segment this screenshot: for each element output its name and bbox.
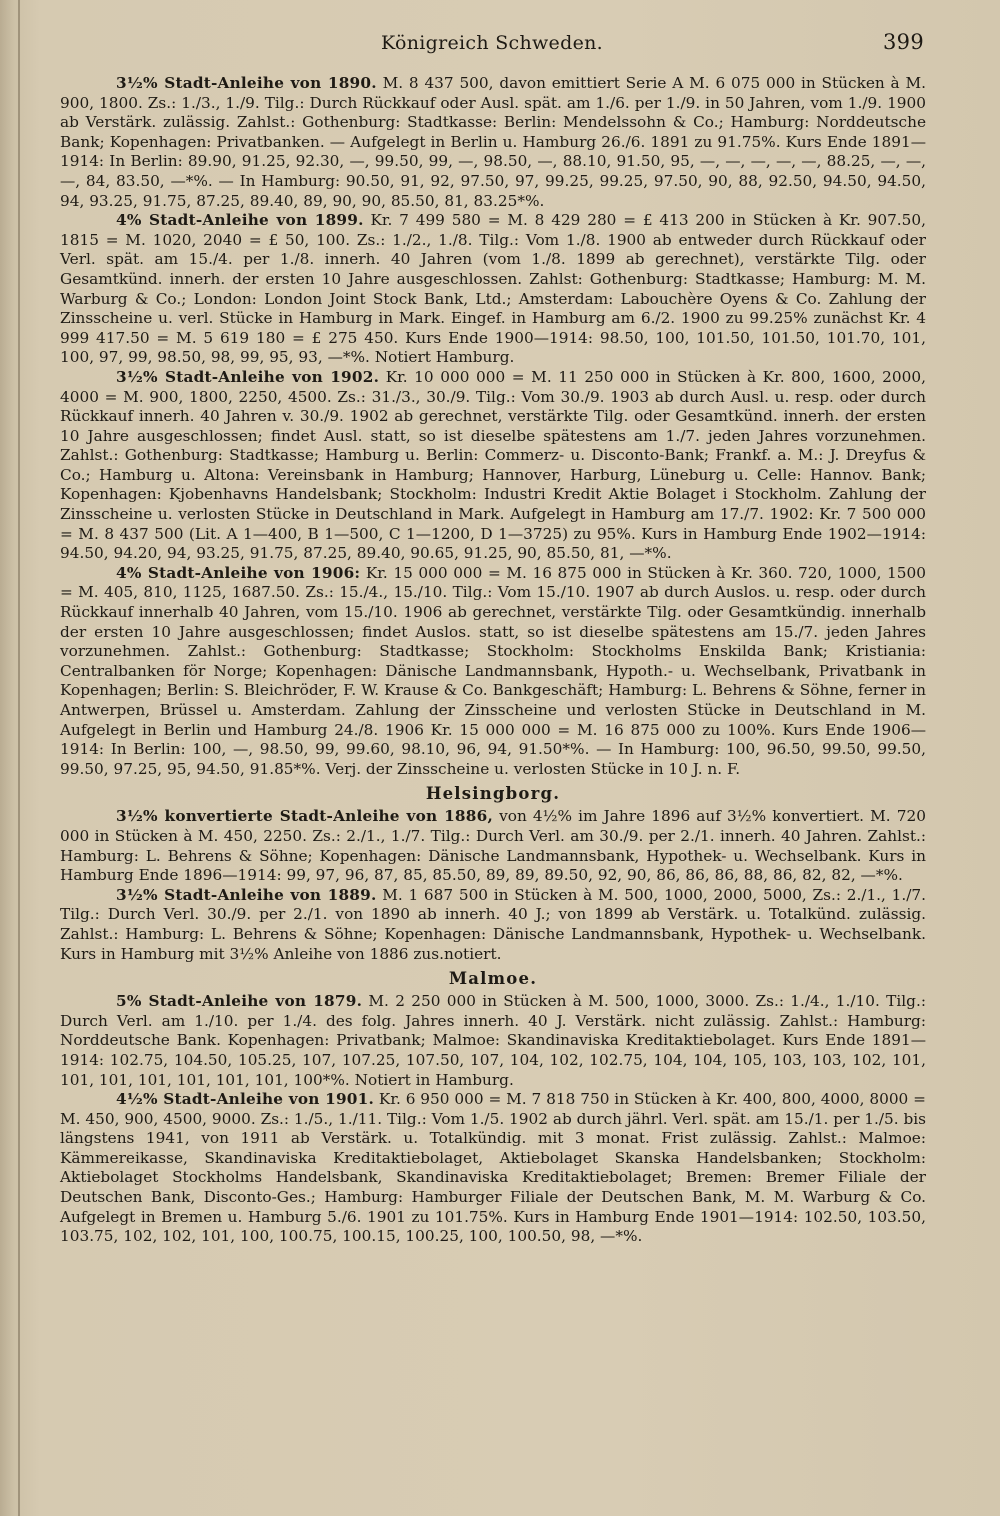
entry-text: Kr. 15 000 000 = M. 16 875 000 in Stücken à Kr. 360. 720, 1000, 1500 = M. 405, 810, 1125, 1687.50. Zs.: 15./4., 15./10. Tilg.: Vom 15./10. 1907 ab durch Auslos. u. resp. oder durch Rückkauf innerhalb 40 Jahren, vom 15./10. 1906 ab gerechnet, verstärkte Tilg. oder Gesamtkündig. innerhalb der ersten 10 Jahre ausgeschlossen; findet Auslos. statt, so ist dieselbe spätestens am 15./7. jeden Jahres vorzunehmen. Zahlst.: Gothenburg: Stadtkasse; Stockholm: Stockholms Enskilda Bank; Kristiania: Centralbanken för Norge; Kopenhagen: Dänische Landmannsbank, Hypoth.- u. Wechselbank, Privatbank in Kopenhagen; Berlin: S. Bleichröder, F. W. Krause & Co. Bankgeschäft; Hamburg: L. Behrens & Söhne, ferner in Antwerpen, Brüssel u. Amsterdam. Zahlung der Zinsscheine und verlosten Stücke in Deutschland in M. Aufgelegt in Berlin und Hamburg 24./8. 1906 Kr. 15 000 000 = M. 16 875 000 zu 100%. Kurs Ende 1906—1914: In Berlin: 100, —, 98.50, 99, 99.60, 98.10, 96, 94, 91.50*%. — In Hamburg: 100, 96.50, 99.50, 99.50, 99.50, 97.25, 95, 94.50, 91.85*%. Verj. der Zinsscheine u. verlosten Stücke in 10 J. n. F. bbox=[60, 563, 926, 778]
entry-heading: 4% Stadt-Anleihe von 1906: bbox=[116, 563, 361, 582]
page-header bbox=[60, 32, 924, 58]
bond-entry bbox=[60, 886, 926, 964]
entry-heading: 3½% Stadt-Anleihe von 1889. bbox=[116, 885, 377, 904]
bond-entry bbox=[60, 564, 926, 780]
entry-text: M. 8 437 500, davon emittiert Serie A M. 6 075 000 in Stücken à M. 900, 1800. Zs.: 1./3., 1./9. Tilg.: Durch Rückkauf oder Ausl. spät. am 1./6. per 1./9. in 50 Jahren, vom 1./9. 1900 ab Verstärk. zulässig. Zahlst.: Gothenburg: Stadtkasse: Berlin: Mendelssohn & Co.; Hamburg: Norddeutsche Bank; Kopenhagen: Privatbanken. — Aufgelegt in Berlin u. Hamburg 26./6. 1891 zu 91.75%. Kurs Ende 1891—1914: In Berlin: 89.90, 91.25, 92.30, —, 99.50, 99, —, 98.50, —, 88.10, 91.50, 95, —, —, —, —, —, 88.25, —, —, —, 84, 83.50, —*%. — In Hamburg: 90.50, 91, 92, 97.50, 97, 99.25, 99.25, 97.50, 90, 88, 92.50, 94.50, 94.50, 94, 93.25, 91.75, 87.25, 89.40, 89, 90, 90, 85.50, 81, 83.25*%. bbox=[60, 74, 926, 210]
bond-entry bbox=[60, 74, 926, 211]
entry-heading: 3½% konvertierte Stadt-Anleihe von 1886, bbox=[116, 807, 493, 826]
entry-text: von 4½% im Jahre 1896 auf 3½% konvertiert. M. 720 000 in Stücken à M. 450, 2250. Zs.: 2./1., 1./7. Tilg.: Durch Verl. am 30./9. per 2./1. innerh. 40 Jahren. Zahlst.: Hamburg: L. Behrens & Söhne; Kopenhagen: Dänische Landmannsbank, Hypothek- u. Wechselbank. Kurs in Hamburg Ende 1896—1914: 99, 97, 96, 87, 85, 85.50, 89, 89, 89.50, 92, 90, 86, 86, 86, 88, 86, 82, 82, —*%. bbox=[60, 807, 926, 885]
entry-text: Kr. 6 950 000 = M. 7 818 750 in Stücken à Kr. 400, 800, 4000, 8000 = M. 450, 900, 4500, 9000. Zs.: 1./5., 1./11. Tilg.: Vom 1./5. 1902 ab durch jährl. Verl. spät. am 15./1. per 1./5. bis längstens 1941, von 1911 ab Verstärk. u. Totalkündig. mit 3 monat. Frist zulässig. Zahlst.: Malmoe: Kämmereikasse, Skandinaviska Kreditaktiebolaget, Aktiebolaget Skanska Handelsbanken; Stockholm: Aktiebolaget Stockholms Handelsbank, Skandinaviska Kreditaktiebolaget; Bremen: Bremer Filiale der Deutschen Bank, Disconto-Ges.; Hamburg: Hamburger Filiale der Deutschen Bank, M. M. Warburg & Co. Aufgelegt in Bremen u. Hamburg 5./6. 1901 zu 101.75%. Kurs in Hamburg Ende 1901—1914: 102.50, 103.50, 103.75, 102, 102, 101, 100, 100.75, 100.15, 100.25, 100, 100.50, 98, —*%. bbox=[60, 1090, 926, 1246]
bond-entry bbox=[60, 807, 926, 885]
entry-heading: 3½% Stadt-Anleihe von 1890. bbox=[116, 74, 377, 92]
section-heading-malmoe: Malmoe. bbox=[448, 969, 538, 989]
entry-heading: 5% Stadt-Anleihe von 1879. bbox=[116, 992, 363, 1011]
bond-entry bbox=[60, 368, 926, 564]
entry-text: Kr. 7 499 580 = M. 8 429 280 = £ 413 200 in Stücken à Kr. 907.50, 1815 = M. 1020, 2040 = £ 50, 100. Zs.: 1./2., 1./8. Tilg.: Vom 1./8. 1900 ab entweder durch Rückkauf oder Verl. spät. am 15./4. per 1./8. innerh. 40 Jahren (vom 1./8. 1899 ab gerechnet), verstärkte Tilg. oder Gesamtkünd. innerh. der ersten 10 Jahre ausgeschlossen. Zahlst: Gothenburg: Stadtkasse; Hamburg: M. M. Warburg & Co.; London: London Joint Stock Bank, Ltd.; Amsterdam: Labouchère Oyens & Co. Zahlung der Zinsscheine u. verl. Stücke in Hamburg in Mark. Eingef. in Hamburg am 6./2. 1900 zu 99.25% zunächst Kr. 4 999 417.50 = M. 5 619 180 = £ 275 450. Kurs Ende 1900—1914: 98.50, 100, 101.50, 101.50, 101.70, 101, 100, 97, 99, 98.50, 98, 99, 95, 93, —*%. Notiert Hamburg. bbox=[60, 211, 926, 367]
bond-entry bbox=[60, 992, 926, 1090]
running-title: Königreich Schweden. bbox=[380, 32, 603, 54]
entry-heading: 4½% Stadt-Anleihe von 1901. bbox=[116, 1090, 374, 1109]
bond-entry bbox=[60, 211, 926, 368]
entry-text: M. 2 250 000 in Stücken à M. 500, 1000, 3000. Zs.: 1./4., 1./10. Tilg.: Durch Verl. am 1./10. per 1./4. des folg. Jahres innerh. 40 J. Verstärk. nicht zulässig. Zahlst.: Hamburg: Norddeutsche Bank. Kopenhagen: Privatbank; Malmoe: Skandinaviska Kreditaktiebolaget. Kurs Ende 1891—1914: 102.75, 104.50, 105.25, 107, 107.25, 107.50, 107, 104, 102, 102.75, 104, 104, 105, 103, 103, 102, 101, 101, 101, 101, 101, 101, 101, 100*%. Notiert in Hamburg. bbox=[60, 992, 926, 1089]
binding-edge bbox=[18, 0, 20, 1516]
bond-entry bbox=[60, 1090, 926, 1247]
entry-text: Kr. 10 000 000 = M. 11 250 000 in Stücken à Kr. 800, 1600, 2000, 4000 = M. 900, 1800, 2250, 4500. Zs.: 31./3., 30./9. Tilg.: Vom 30./9. 1903 ab durch Ausl. u. resp. oder durch Rückkauf innerh. 40 Jahren v. 30./9. 1902 ab gerechnet, verstärkte Tilg. oder Gesamtkünd. innerh. der ersten 10 Jahre ausgeschlossen; findet Ausl. statt, so ist dieselbe spätestens am 1./7. jeden Jahres vorzunehmen. Zahlst.: Gothenburg: Stadtkasse; Hamburg u. Berlin: Commerz- u. Disconto-Bank; Frankf. a. M.: J. Dreyfus & Co.; Hamburg u. Altona: Vereinsbank in Hamburg; Hannover, Harburg, Lüneburg u. Celle: Hannov. Bank; Kopenhagen: Kjobenhavns Handelsbank; Stockholm: Industri Kredit Aktie Bolaget i Stockholm. Zahlung der Zinsscheine u. verlosten Stücke in Deutschland in Mark. Aufgelegt in Hamburg am 17./7. 1902: Kr. 7 500 000 = M. 8 437 500 (Lit. A 1—400, B 1—500, C 1—1200, D 1—3725) zu 95%. Kurs in Hamburg Ende 1902—1914: 94.50, 94.20, 94, 93.25, 91.75, 87.25, 89.40, 90.65, 91.25, 90, 85.50, 81, —*%. bbox=[60, 367, 926, 563]
page-body bbox=[60, 74, 926, 1247]
entry-heading: 3½% Stadt-Anleihe von 1902. bbox=[116, 367, 380, 386]
section-heading-helsingborg: Helsingborg. bbox=[425, 784, 561, 804]
page-number: 399 bbox=[883, 30, 924, 54]
entry-heading: 4% Stadt-Anleihe von 1899. bbox=[116, 211, 364, 230]
entry-text: M. 1 687 500 in Stücken à M. 500, 1000, 2000, 5000, Zs.: 2./1., 1./7. Tilg.: Durch Verl. 30./9. per 2./1. von 1890 ab innerh. 40 J.; von 1899 ab Verstärk. u. Totalkünd. zulässig. Zahlst.: Hamburg: L. Behrens & Söhne; Kopenhagen: Dänische Landmannsbank, Hypothek- u. Wechselbank. Kurs in Hamburg mit 3½% Anleihe von 1886 zus.notiert. bbox=[60, 885, 926, 963]
